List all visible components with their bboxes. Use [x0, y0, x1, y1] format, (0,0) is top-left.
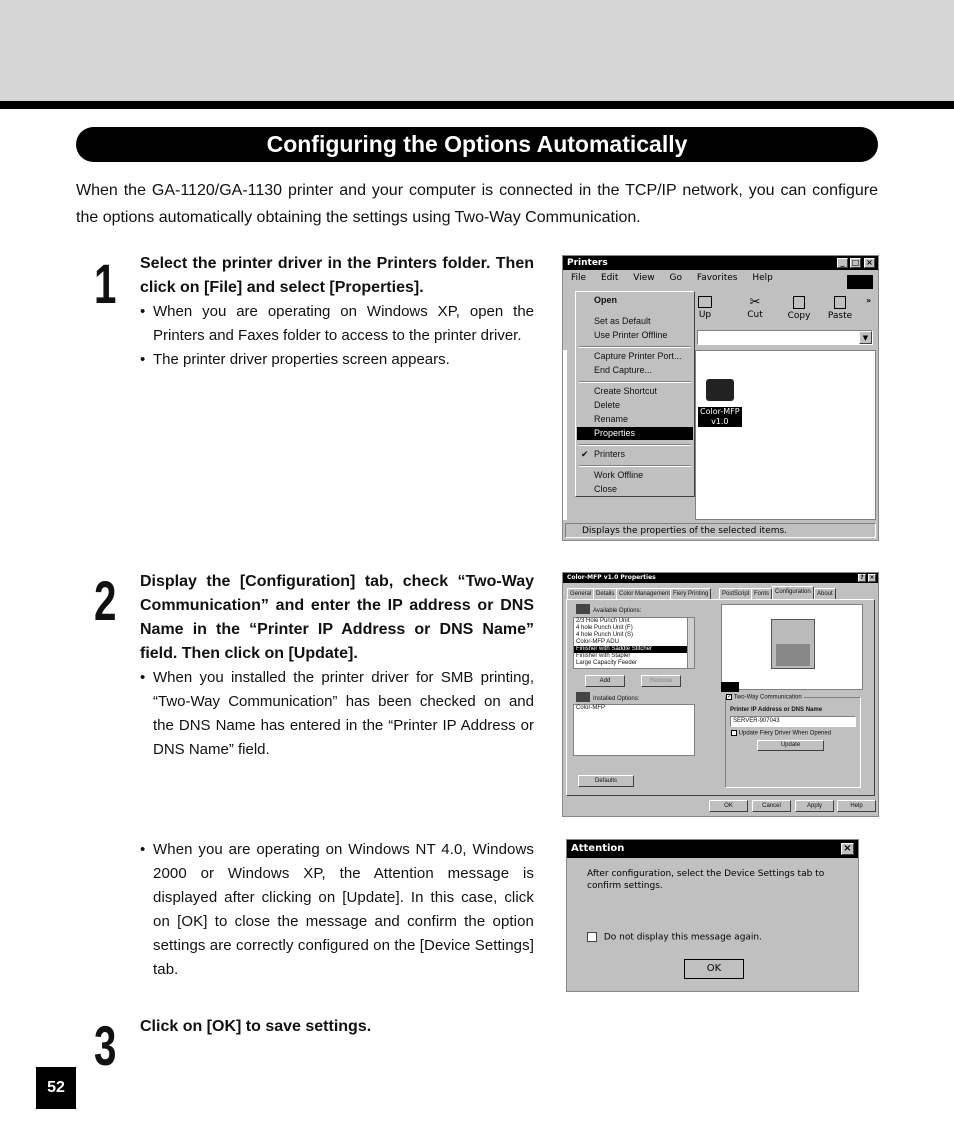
- maximize-icon[interactable]: □: [851, 258, 860, 267]
- tab-color-management[interactable]: Color Management: [616, 588, 673, 599]
- step-1: [140, 252, 534, 372]
- help-icon[interactable]: ?: [858, 574, 866, 582]
- toolbar-cut-label: Cut: [747, 310, 763, 320]
- toolbar-copy-button[interactable]: [787, 296, 811, 321]
- scissors-icon: ✂: [749, 295, 761, 310]
- header-rule: [0, 101, 954, 109]
- available-option[interactable]: Finisher with Stapler: [576, 653, 631, 659]
- step-2-note: [140, 838, 534, 982]
- address-combo[interactable]: [697, 330, 873, 345]
- ip-label: Printer IP Address or DNS Name: [730, 707, 823, 713]
- tab-postscript[interactable]: PostScript: [719, 588, 752, 599]
- attention-titlebar: [567, 840, 858, 858]
- tab-fonts[interactable]: Fonts: [751, 588, 772, 599]
- check-icon: ✔: [581, 449, 589, 459]
- menu-view[interactable]: View: [633, 273, 655, 283]
- ok-button[interactable]: OK: [709, 800, 748, 812]
- step-2-heading: Display the [Configuration] tab, check “Two-Way Communication” and enter the IP address or DNS Name in the “Printer IP Address or DNS Name” field. Then click on [Update].: [140, 573, 534, 662]
- two-way-label: Two-Way Communication: [733, 694, 802, 701]
- step-3: [140, 1015, 534, 1039]
- step-2-bullet-1: • When you installed the printer driver for SMB printing, “Two-Way Communication” has been checked on and the DNS Name has entered in the “Printer IP Address or DNS Name” field.: [140, 666, 534, 762]
- printer-image-panel: [721, 604, 863, 690]
- paste-icon: [834, 296, 846, 309]
- step-3-number: 3: [94, 1014, 117, 1077]
- printer-small-icon-2: [576, 692, 590, 702]
- attention-window: [566, 839, 859, 992]
- step-2: [140, 570, 534, 762]
- chevron-down-icon[interactable]: ▼: [859, 331, 872, 344]
- status-text: Displays the properties of the selected items.: [582, 526, 788, 536]
- available-option[interactable]: Color-MFP ADU: [576, 639, 619, 645]
- two-way-checkbox[interactable]: [726, 694, 804, 701]
- minimize-icon[interactable]: _: [837, 258, 848, 268]
- menu-item-rename[interactable]: Rename: [594, 414, 629, 424]
- menu-favorites[interactable]: Favorites: [696, 273, 738, 283]
- menu-file[interactable]: File: [571, 273, 587, 283]
- attention-title: Attention: [571, 843, 625, 854]
- available-option[interactable]: Large Capacity Feeder: [576, 660, 638, 666]
- tab-details[interactable]: Details: [593, 588, 617, 599]
- apply-button[interactable]: Apply: [795, 800, 834, 812]
- toolbar-paste-label: Paste: [827, 311, 853, 321]
- checkbox-icon[interactable]: [587, 932, 597, 942]
- remove-button[interactable]: Remove: [641, 675, 681, 687]
- menu-item-create-shortcut[interactable]: Create Shortcut: [594, 386, 658, 396]
- copier-image: [771, 619, 815, 669]
- menu-item-capture-port[interactable]: Capture Printer Port...: [594, 351, 682, 361]
- copy-icon: [793, 296, 805, 309]
- file-menu: [575, 291, 695, 497]
- close-icon[interactable]: ×: [869, 574, 875, 581]
- intro-paragraph: When the GA-1120/GA-1130 printer and your computer is connected in the TCP/IP network, you can configure the options automatically obtaining the settings using Two-Way Communication.: [76, 182, 878, 226]
- properties-title: Color-MFP v1.0 Properties: [567, 574, 656, 581]
- tab-general[interactable]: General: [567, 588, 594, 599]
- printer-name-line-2: v1.0: [711, 417, 729, 426]
- list-scrollbar[interactable]: [687, 618, 694, 668]
- tab-configuration[interactable]: Configuration: [772, 586, 814, 599]
- installed-options-list[interactable]: [573, 704, 695, 756]
- close-icon[interactable]: ×: [841, 843, 854, 855]
- attention-ok-button[interactable]: OK: [684, 959, 744, 979]
- tab-fiery-printing[interactable]: Fiery Printing: [670, 588, 711, 599]
- printers-title: Printers: [567, 258, 608, 268]
- printer-icon[interactable]: [706, 379, 734, 401]
- add-button[interactable]: Add: [585, 675, 625, 687]
- available-option-selected[interactable]: Finisher with Saddle Stitcher: [574, 646, 694, 653]
- tab-about[interactable]: About: [814, 588, 836, 599]
- available-option[interactable]: 2/3 Hole Punch Unit: [576, 618, 630, 624]
- windows-logo-icon: [847, 275, 873, 289]
- dont-show-label: Do not display this message again.: [603, 932, 762, 943]
- installed-options-label: Installed Options:: [593, 696, 640, 702]
- menu-item-set-default[interactable]: Set as Default: [594, 316, 651, 326]
- step-2-bullet-2: • When you are operating on Windows NT 4.0, Windows 2000 or Windows XP, the Attention message is displayed after clicking on [Update]. In this case, click on [OK] to close the message and confirm the option settings are correctly configured on the [Device Settings] tab.: [140, 838, 534, 982]
- toolbar-copy-label: Copy: [787, 311, 811, 321]
- close-icon[interactable]: ×: [864, 258, 875, 268]
- toolbar-up-button[interactable]: [697, 296, 713, 320]
- status-bar: [565, 523, 876, 538]
- menu-item-end-capture[interactable]: End Capture...: [594, 365, 653, 375]
- checkbox-checked-icon[interactable]: ✓: [727, 694, 733, 700]
- dont-show-checkbox[interactable]: [587, 932, 762, 943]
- page-number: 52: [36, 1067, 76, 1109]
- checkbox-icon[interactable]: [731, 730, 737, 736]
- header-band: [0, 0, 954, 101]
- toolbar-up-label: Up: [698, 310, 712, 320]
- printer-small-icon: [576, 604, 590, 614]
- menu-item-close[interactable]: Close: [594, 484, 618, 494]
- two-way-icon: [721, 682, 739, 692]
- attention-message: After configuration, select the Device Settings tab to confirm settings.: [587, 869, 825, 891]
- step-2-number: 2: [94, 569, 117, 632]
- help-button[interactable]: Help: [837, 800, 876, 812]
- menu-item-open[interactable]: Open: [594, 295, 618, 305]
- step-3-heading: Click on [OK] to save settings.: [140, 1018, 372, 1035]
- cancel-button[interactable]: Cancel: [752, 800, 791, 812]
- installed-option[interactable]: Color-MFP: [576, 705, 606, 711]
- menu-item-properties[interactable]: Properties: [594, 428, 636, 438]
- update-button[interactable]: Update: [757, 740, 824, 751]
- update-driver-label: Update Fiery Driver When Opened: [738, 730, 832, 737]
- update-driver-checkbox[interactable]: [731, 730, 831, 737]
- section-title: Configuring the Options Automatically: [76, 127, 878, 162]
- available-option[interactable]: 4 hole Punch Unit (F): [576, 625, 633, 631]
- toolbar-paste-button[interactable]: [827, 296, 853, 321]
- toolbar-cut-button[interactable]: [745, 296, 765, 320]
- available-options-list[interactable]: [573, 617, 695, 669]
- menu-go[interactable]: Go: [669, 273, 682, 283]
- available-options-label: Available Options:: [593, 608, 642, 614]
- toolbar-more-icon[interactable]: »: [866, 296, 872, 305]
- step-1-number: 1: [94, 252, 117, 315]
- menu-edit[interactable]: Edit: [600, 273, 619, 283]
- step-1-heading: Select the printer driver in the Printers folder. Then click on [File] and select [Properties].: [140, 255, 534, 296]
- printers-menubar: [563, 270, 878, 286]
- menu-item-printers[interactable]: Printers: [594, 449, 626, 459]
- printer-name-line-1: Color-MFP: [700, 407, 740, 416]
- printer-icon-label: [698, 407, 742, 427]
- available-option[interactable]: 4 hole Punch Unit (S): [576, 632, 634, 638]
- step-1-bullet-1: • When you are operating on Windows XP, open the Printers and Faxes folder to access to the printer driver.: [140, 300, 534, 348]
- properties-titlebar: [563, 573, 878, 583]
- printers-titlebar: [563, 256, 878, 270]
- menu-item-delete[interactable]: Delete: [594, 400, 621, 410]
- printers-content-pane: [695, 350, 876, 520]
- ip-input[interactable]: SERVER-907043: [730, 716, 856, 727]
- menu-item-use-offline[interactable]: Use Printer Offline: [594, 330, 668, 340]
- menu-item-work-offline[interactable]: Work Offline: [594, 470, 644, 480]
- defaults-button[interactable]: Defaults: [578, 775, 634, 787]
- up-folder-icon: [698, 296, 712, 308]
- step-1-bullet-2: • The printer driver properties screen appears.: [140, 348, 534, 372]
- menu-help[interactable]: Help: [752, 273, 773, 283]
